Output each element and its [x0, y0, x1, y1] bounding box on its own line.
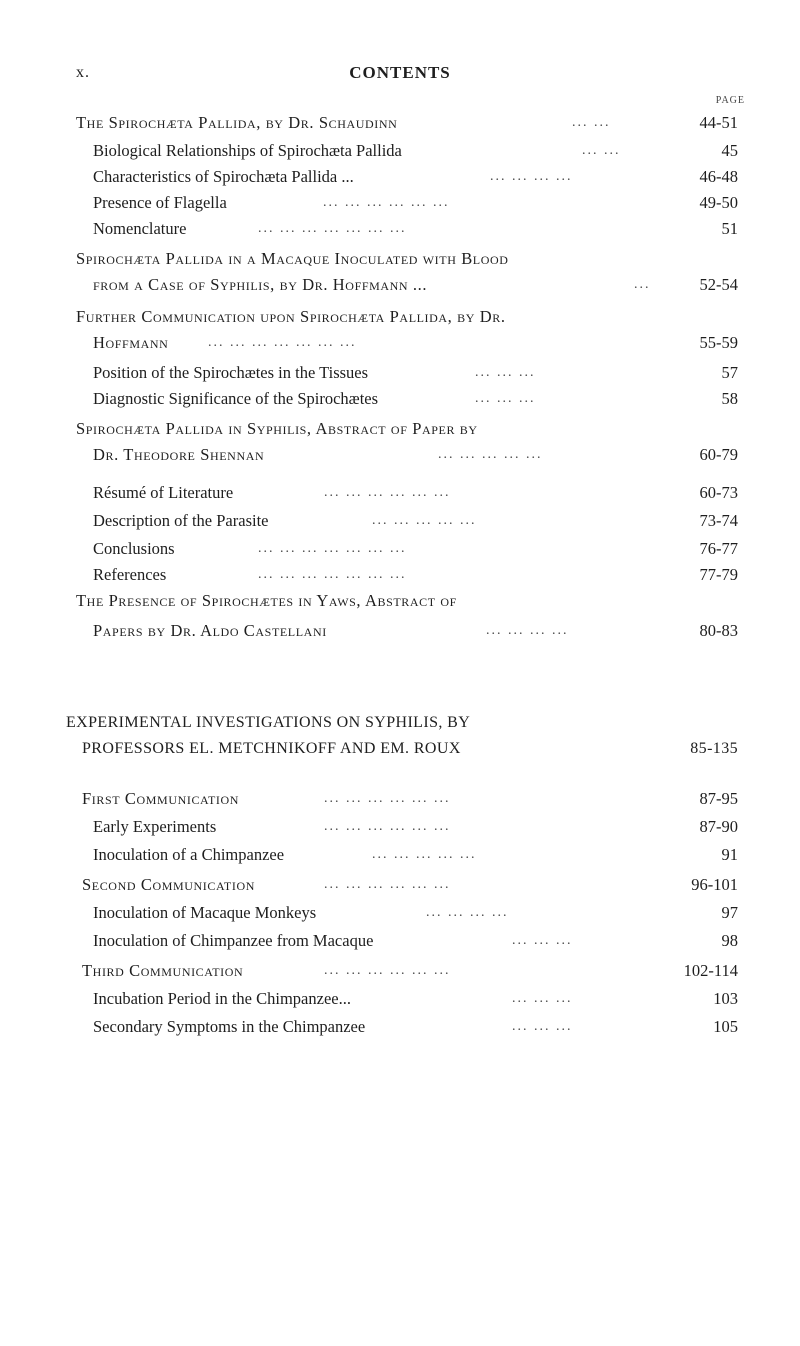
leader-dots: ... ... ... — [512, 991, 573, 1006]
entry-page: 103 — [713, 989, 738, 1008]
entry-page: 58 — [721, 389, 738, 408]
section-heading-continuation — [0, 736, 800, 762]
toc-subentry — [0, 900, 800, 926]
entry-title: First Communication — [82, 789, 240, 808]
entry-title: Biological Relationships of Spirochæta Pallida — [93, 141, 402, 160]
entry-title: Hoffmann — [93, 333, 169, 352]
entry-page: 57 — [721, 363, 738, 382]
entry-title: Papers by Dr. Aldo Castellani — [93, 621, 327, 640]
toc-subentry — [0, 1014, 800, 1040]
toc-subentry — [0, 360, 800, 386]
toc-entry — [0, 958, 800, 984]
toc-subentry — [0, 216, 800, 242]
entry-page: 52-54 — [699, 275, 738, 294]
leader-dots: ... ... ... ... — [486, 623, 569, 638]
entry-page: 87-90 — [699, 817, 738, 836]
toc-entry-continuation — [0, 442, 800, 468]
leader-dots: ... ... ... — [512, 1019, 573, 1034]
toc-subentry — [0, 562, 800, 588]
section-page: 85-135 — [690, 740, 738, 757]
toc-subentry — [0, 928, 800, 954]
entry-page: 80-83 — [699, 621, 738, 640]
entry-title: Further Communication upon Spirochæta Pallida, by Dr. — [76, 307, 506, 326]
entry-title: Résumé of Literature — [93, 483, 234, 502]
leader-dots: ... ... — [572, 115, 611, 130]
toc-entry — [0, 110, 800, 136]
entry-page: 51 — [721, 219, 738, 238]
toc-entry-continuation — [0, 272, 800, 298]
leader-dots: ... ... ... ... ... ... — [323, 195, 450, 210]
entry-page: 45 — [721, 141, 738, 160]
toc-entry — [0, 246, 800, 272]
section-title: PROFESSORS EL. METCHNIKOFF AND EM. ROUX — [82, 740, 461, 757]
entry-title: Inoculation of a Chimpanzee — [93, 845, 285, 864]
toc-subentry — [0, 480, 800, 506]
entry-title: Nomenclature — [93, 219, 187, 238]
entry-page: 97 — [721, 903, 738, 922]
toc-subentry — [0, 386, 800, 412]
entry-page: 91 — [721, 845, 738, 864]
entry-title: Secondary Symptoms in the Chimpanzee — [93, 1017, 366, 1036]
entry-page: 46-48 — [699, 167, 738, 186]
page-title: CONTENTS — [349, 63, 451, 82]
leader-dots: ... ... — [582, 143, 621, 158]
entry-title: Incubation Period in the Chimpanzee... — [93, 989, 351, 1008]
entry-page: 102-114 — [683, 961, 738, 980]
entry-title: Position of the Spirochætes in the Tissues — [93, 363, 369, 382]
leader-dots: ... ... ... ... ... ... ... — [208, 335, 357, 350]
toc-entry — [0, 786, 800, 812]
leader-dots: ... ... ... — [512, 933, 573, 948]
leader-dots: ... ... ... ... ... ... — [324, 791, 451, 806]
entry-title: Diagnostic Significance of the Spirochætes — [93, 389, 379, 408]
toc-entry — [0, 416, 800, 442]
page-header — [0, 60, 800, 90]
entry-page: 55-59 — [699, 333, 738, 352]
leader-dots: ... ... ... ... — [490, 169, 573, 184]
entry-title: Presence of Flagella — [93, 193, 227, 212]
entry-page: 87-95 — [699, 789, 738, 808]
entry-page: 60-73 — [699, 483, 738, 502]
entry-title: Characteristics of Spirochæta Pallida ... — [93, 167, 354, 186]
entry-title: Second Communication — [82, 875, 255, 894]
entry-title: Spirochæta Pallida in a Macaque Inoculated with Blood — [76, 249, 509, 268]
entry-page: 49-50 — [699, 193, 738, 212]
section-heading — [0, 710, 800, 736]
entry-page: 73-74 — [699, 511, 738, 530]
leader-dots: ... ... ... ... ... — [372, 847, 477, 862]
entry-title: from a Case of Syphilis, by Dr. Hoffmann ... — [93, 275, 428, 294]
toc-entry — [0, 304, 800, 330]
entry-page: 105 — [713, 1017, 738, 1036]
entry-page: 98 — [721, 931, 738, 950]
leader-dots: ... ... ... ... ... — [372, 513, 477, 528]
entry-title: Spirochæta Pallida in Syphilis, Abstract of Paper by — [76, 419, 478, 438]
toc-subentry — [0, 536, 800, 562]
leader-dots: ... ... ... ... ... ... — [324, 485, 451, 500]
section-title: EXPERIMENTAL INVESTIGATIONS ON SYPHILIS, BY — [66, 714, 471, 731]
leader-dots: ... ... ... ... ... ... — [324, 877, 451, 892]
entry-page: 44-51 — [699, 113, 738, 132]
leader-dots: ... ... ... ... ... ... ... — [258, 221, 407, 236]
entry-title: Conclusions — [93, 539, 175, 558]
entry-title: Early Experiments — [93, 817, 217, 836]
toc-subentry — [0, 814, 800, 840]
leader-dots: ... ... ... — [475, 391, 536, 406]
toc-subentry — [0, 508, 800, 534]
entry-title: Dr. Theodore Shennan — [93, 445, 265, 464]
toc-subentry — [0, 138, 800, 164]
page-column-label: PAGE — [715, 95, 745, 106]
entry-page: 76-77 — [699, 539, 738, 558]
leader-dots: ... — [634, 277, 651, 292]
leader-dots: ... ... ... ... ... ... — [324, 963, 451, 978]
entry-title: Third Communication — [82, 961, 244, 980]
page-numeral: x. — [76, 64, 90, 81]
entry-page: 60-79 — [699, 445, 738, 464]
entry-title: Inoculation of Macaque Monkeys — [93, 903, 317, 922]
entry-title: The Spirochæta Pallida, by Dr. Schaudinn — [76, 113, 398, 132]
toc-subentry — [0, 190, 800, 216]
toc-subentry — [0, 842, 800, 868]
leader-dots: ... ... ... ... ... ... ... — [258, 541, 407, 556]
leader-dots: ... ... ... ... ... — [438, 447, 543, 462]
entry-title: References — [93, 565, 167, 584]
entry-page: 96-101 — [691, 875, 738, 894]
entry-title: Inoculation of Chimpanzee from Macaque — [93, 931, 374, 950]
leader-dots: ... ... ... ... ... ... — [324, 819, 451, 834]
entry-title: Description of the Parasite — [93, 511, 269, 530]
leader-dots: ... ... ... — [475, 365, 536, 380]
toc-entry-continuation — [0, 330, 800, 356]
toc-subentry — [0, 164, 800, 190]
entry-title: The Presence of Spirochætes in Yaws, Abstract of — [76, 591, 457, 610]
toc-subentry — [0, 986, 800, 1012]
toc-entry-continuation — [0, 618, 800, 644]
toc-entry — [0, 872, 800, 898]
entry-page: 77-79 — [699, 565, 738, 584]
leader-dots: ... ... ... ... ... ... ... — [258, 567, 407, 582]
leader-dots: ... ... ... ... — [426, 905, 509, 920]
toc-entry — [0, 588, 800, 614]
